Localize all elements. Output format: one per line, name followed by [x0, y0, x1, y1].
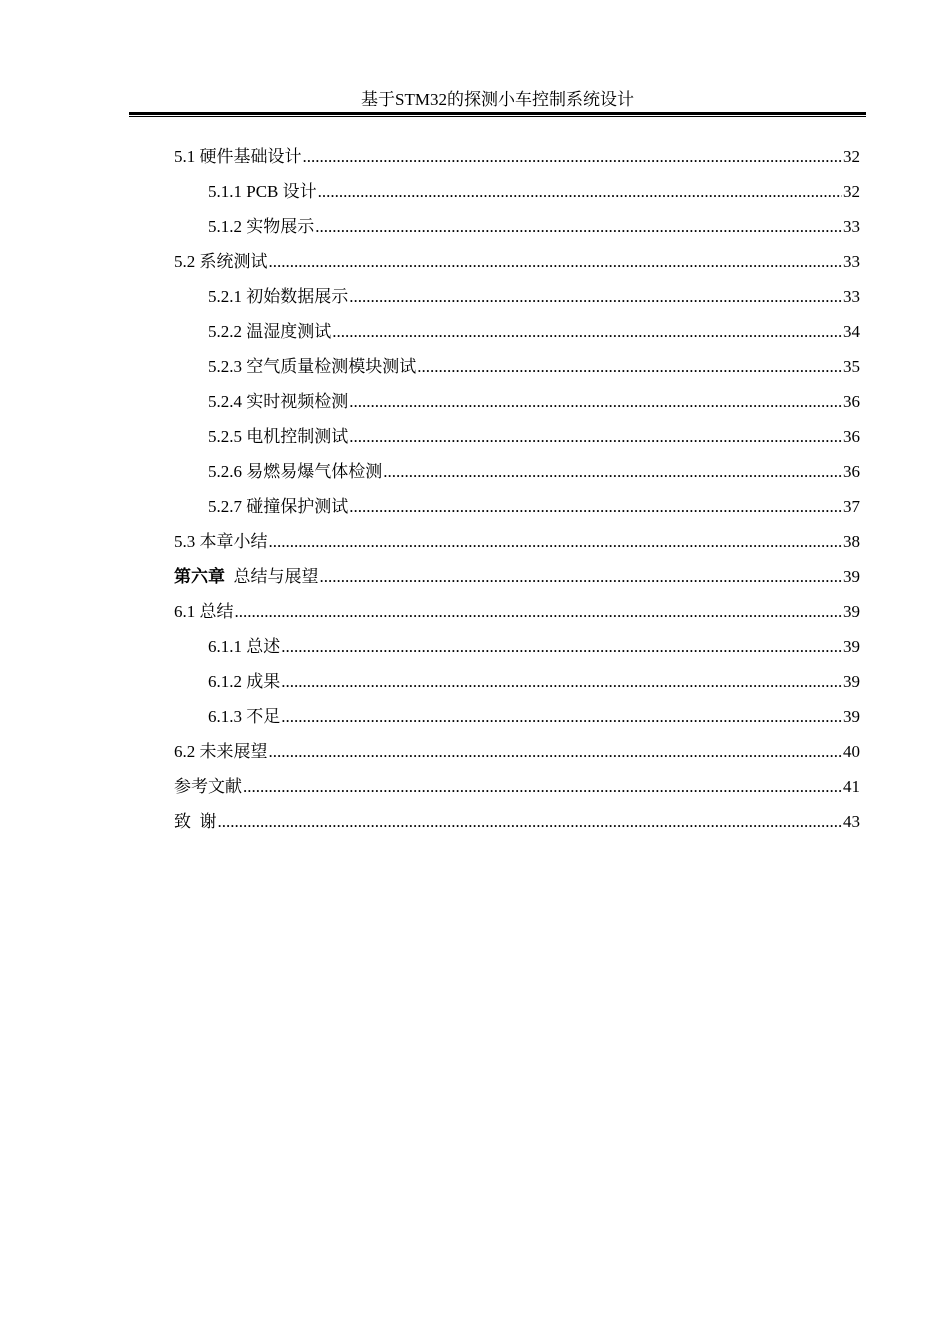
toc-title: 总述 — [246, 637, 281, 656]
toc-title: 空气质量检测模块测试 — [246, 357, 417, 376]
toc-page-number: 33 — [843, 252, 860, 271]
toc-entry-references[interactable] — [174, 766, 860, 801]
toc-leader-dots — [349, 390, 842, 414]
toc-entry-6-1[interactable] — [174, 591, 860, 626]
toc-title: 初始数据展示 — [246, 287, 349, 306]
toc-entry-6-1-1[interactable] — [174, 626, 860, 661]
toc-leader-dots — [281, 635, 842, 659]
toc-page-number: 39 — [843, 567, 860, 586]
toc-title: 不足 — [246, 707, 281, 726]
toc-leader-dots — [332, 320, 842, 344]
toc-entry-5-2[interactable] — [174, 241, 860, 276]
toc-number: 5.2.5 — [208, 427, 242, 446]
toc-title: 本章小结 — [199, 532, 268, 551]
toc-page-number: 39 — [843, 637, 860, 656]
toc-title: 参考文献 — [174, 777, 242, 796]
toc-number: 5.2.6 — [208, 462, 242, 481]
toc-entry-chapter-6[interactable] — [174, 556, 860, 591]
toc-leader-dots — [417, 355, 842, 379]
toc-page-number: 36 — [843, 427, 860, 446]
toc-leader-dots — [349, 495, 842, 519]
toc-number: 6.1.1 — [208, 637, 242, 656]
toc-number: 5.3 — [174, 532, 196, 551]
toc-page-number: 32 — [843, 147, 860, 166]
toc-entry-5-2-2[interactable] — [174, 311, 860, 346]
toc-title: 总结 — [199, 602, 234, 621]
toc-leader-dots — [269, 530, 843, 554]
toc-leader-dots — [235, 600, 843, 624]
toc-entry-5-1[interactable] — [174, 136, 860, 171]
toc-title: 总结与展望 — [233, 567, 319, 586]
toc-page-number: 36 — [843, 392, 860, 411]
toc-leader-dots — [320, 565, 843, 589]
toc-number: 5.1.1 — [208, 182, 242, 201]
header-rule — [129, 112, 866, 117]
toc-title: 易燃易爆气体检测 — [246, 462, 383, 481]
toc-number: 5.2 — [174, 252, 196, 271]
toc-page-number: 32 — [843, 182, 860, 201]
table-of-contents — [174, 136, 860, 836]
toc-entry-5-1-1[interactable] — [174, 171, 860, 206]
toc-page-number: 41 — [843, 777, 860, 796]
toc-number: 5.1 — [174, 147, 196, 166]
toc-page-number: 36 — [843, 462, 860, 481]
toc-leader-dots — [318, 180, 842, 204]
toc-leader-dots — [303, 145, 843, 169]
toc-entry-5-3[interactable] — [174, 521, 860, 556]
toc-leader-dots — [269, 250, 843, 274]
toc-entry-5-2-1[interactable] — [174, 276, 860, 311]
toc-number: 5.2.3 — [208, 357, 242, 376]
toc-leader-dots — [218, 810, 843, 834]
toc-entry-6-1-3[interactable] — [174, 696, 860, 731]
toc-page-number: 40 — [843, 742, 860, 761]
toc-title: 系统测试 — [199, 252, 268, 271]
toc-number: 5.2.4 — [208, 392, 242, 411]
toc-title: 成果 — [246, 672, 281, 691]
toc-title: 未来展望 — [199, 742, 268, 761]
toc-leader-dots — [269, 740, 843, 764]
toc-number: 6.2 — [174, 742, 196, 761]
toc-title: 碰撞保护测试 — [246, 497, 349, 516]
toc-page-number: 34 — [843, 322, 860, 341]
toc-entry-5-1-2[interactable] — [174, 206, 860, 241]
toc-number: 6.1.3 — [208, 707, 242, 726]
toc-entry-5-2-5[interactable] — [174, 416, 860, 451]
toc-leader-dots — [281, 705, 842, 729]
toc-title: 硬件基础设计 — [199, 147, 302, 166]
toc-leader-dots — [349, 285, 842, 309]
toc-entry-5-2-3[interactable] — [174, 346, 860, 381]
toc-number: 6.1.2 — [208, 672, 242, 691]
toc-entry-6-1-2[interactable] — [174, 661, 860, 696]
toc-leader-dots — [281, 670, 842, 694]
toc-page-number: 38 — [843, 532, 860, 551]
toc-leader-dots — [383, 460, 842, 484]
toc-leader-dots — [243, 775, 842, 799]
toc-page-number: 39 — [843, 707, 860, 726]
toc-page-number: 35 — [843, 357, 860, 376]
toc-chapter-number: 第六章 — [174, 567, 225, 586]
toc-entry-6-2[interactable] — [174, 731, 860, 766]
toc-entry-5-2-6[interactable] — [174, 451, 860, 486]
toc-number: 6.1 — [174, 602, 196, 621]
toc-title: 电机控制测试 — [246, 427, 349, 446]
toc-page-number: 37 — [843, 497, 860, 516]
toc-number: 5.2.1 — [208, 287, 242, 306]
toc-title: 致 谢 — [174, 812, 217, 831]
toc-number: 5.2.2 — [208, 322, 242, 341]
toc-title: 温湿度测试 — [246, 322, 332, 341]
toc-title: PCB 设计 — [246, 182, 317, 201]
toc-entry-acknowledgements[interactable] — [174, 801, 860, 836]
toc-page-number: 33 — [843, 287, 860, 306]
toc-page-number: 39 — [843, 672, 860, 691]
running-header-title: 基于STM32的探测小车控制系统设计 — [361, 90, 634, 109]
toc-title: 实物展示 — [246, 217, 315, 236]
toc-entry-5-2-7[interactable] — [174, 486, 860, 521]
toc-entry-5-2-4[interactable] — [174, 381, 860, 416]
toc-leader-dots — [315, 215, 842, 239]
toc-number: 5.2.7 — [208, 497, 242, 516]
toc-leader-dots — [349, 425, 842, 449]
toc-page-number: 33 — [843, 217, 860, 236]
toc-number: 5.1.2 — [208, 217, 242, 236]
toc-title: 实时视频检测 — [246, 392, 349, 411]
toc-page-number: 43 — [843, 812, 860, 831]
toc-page-number: 39 — [843, 602, 860, 621]
